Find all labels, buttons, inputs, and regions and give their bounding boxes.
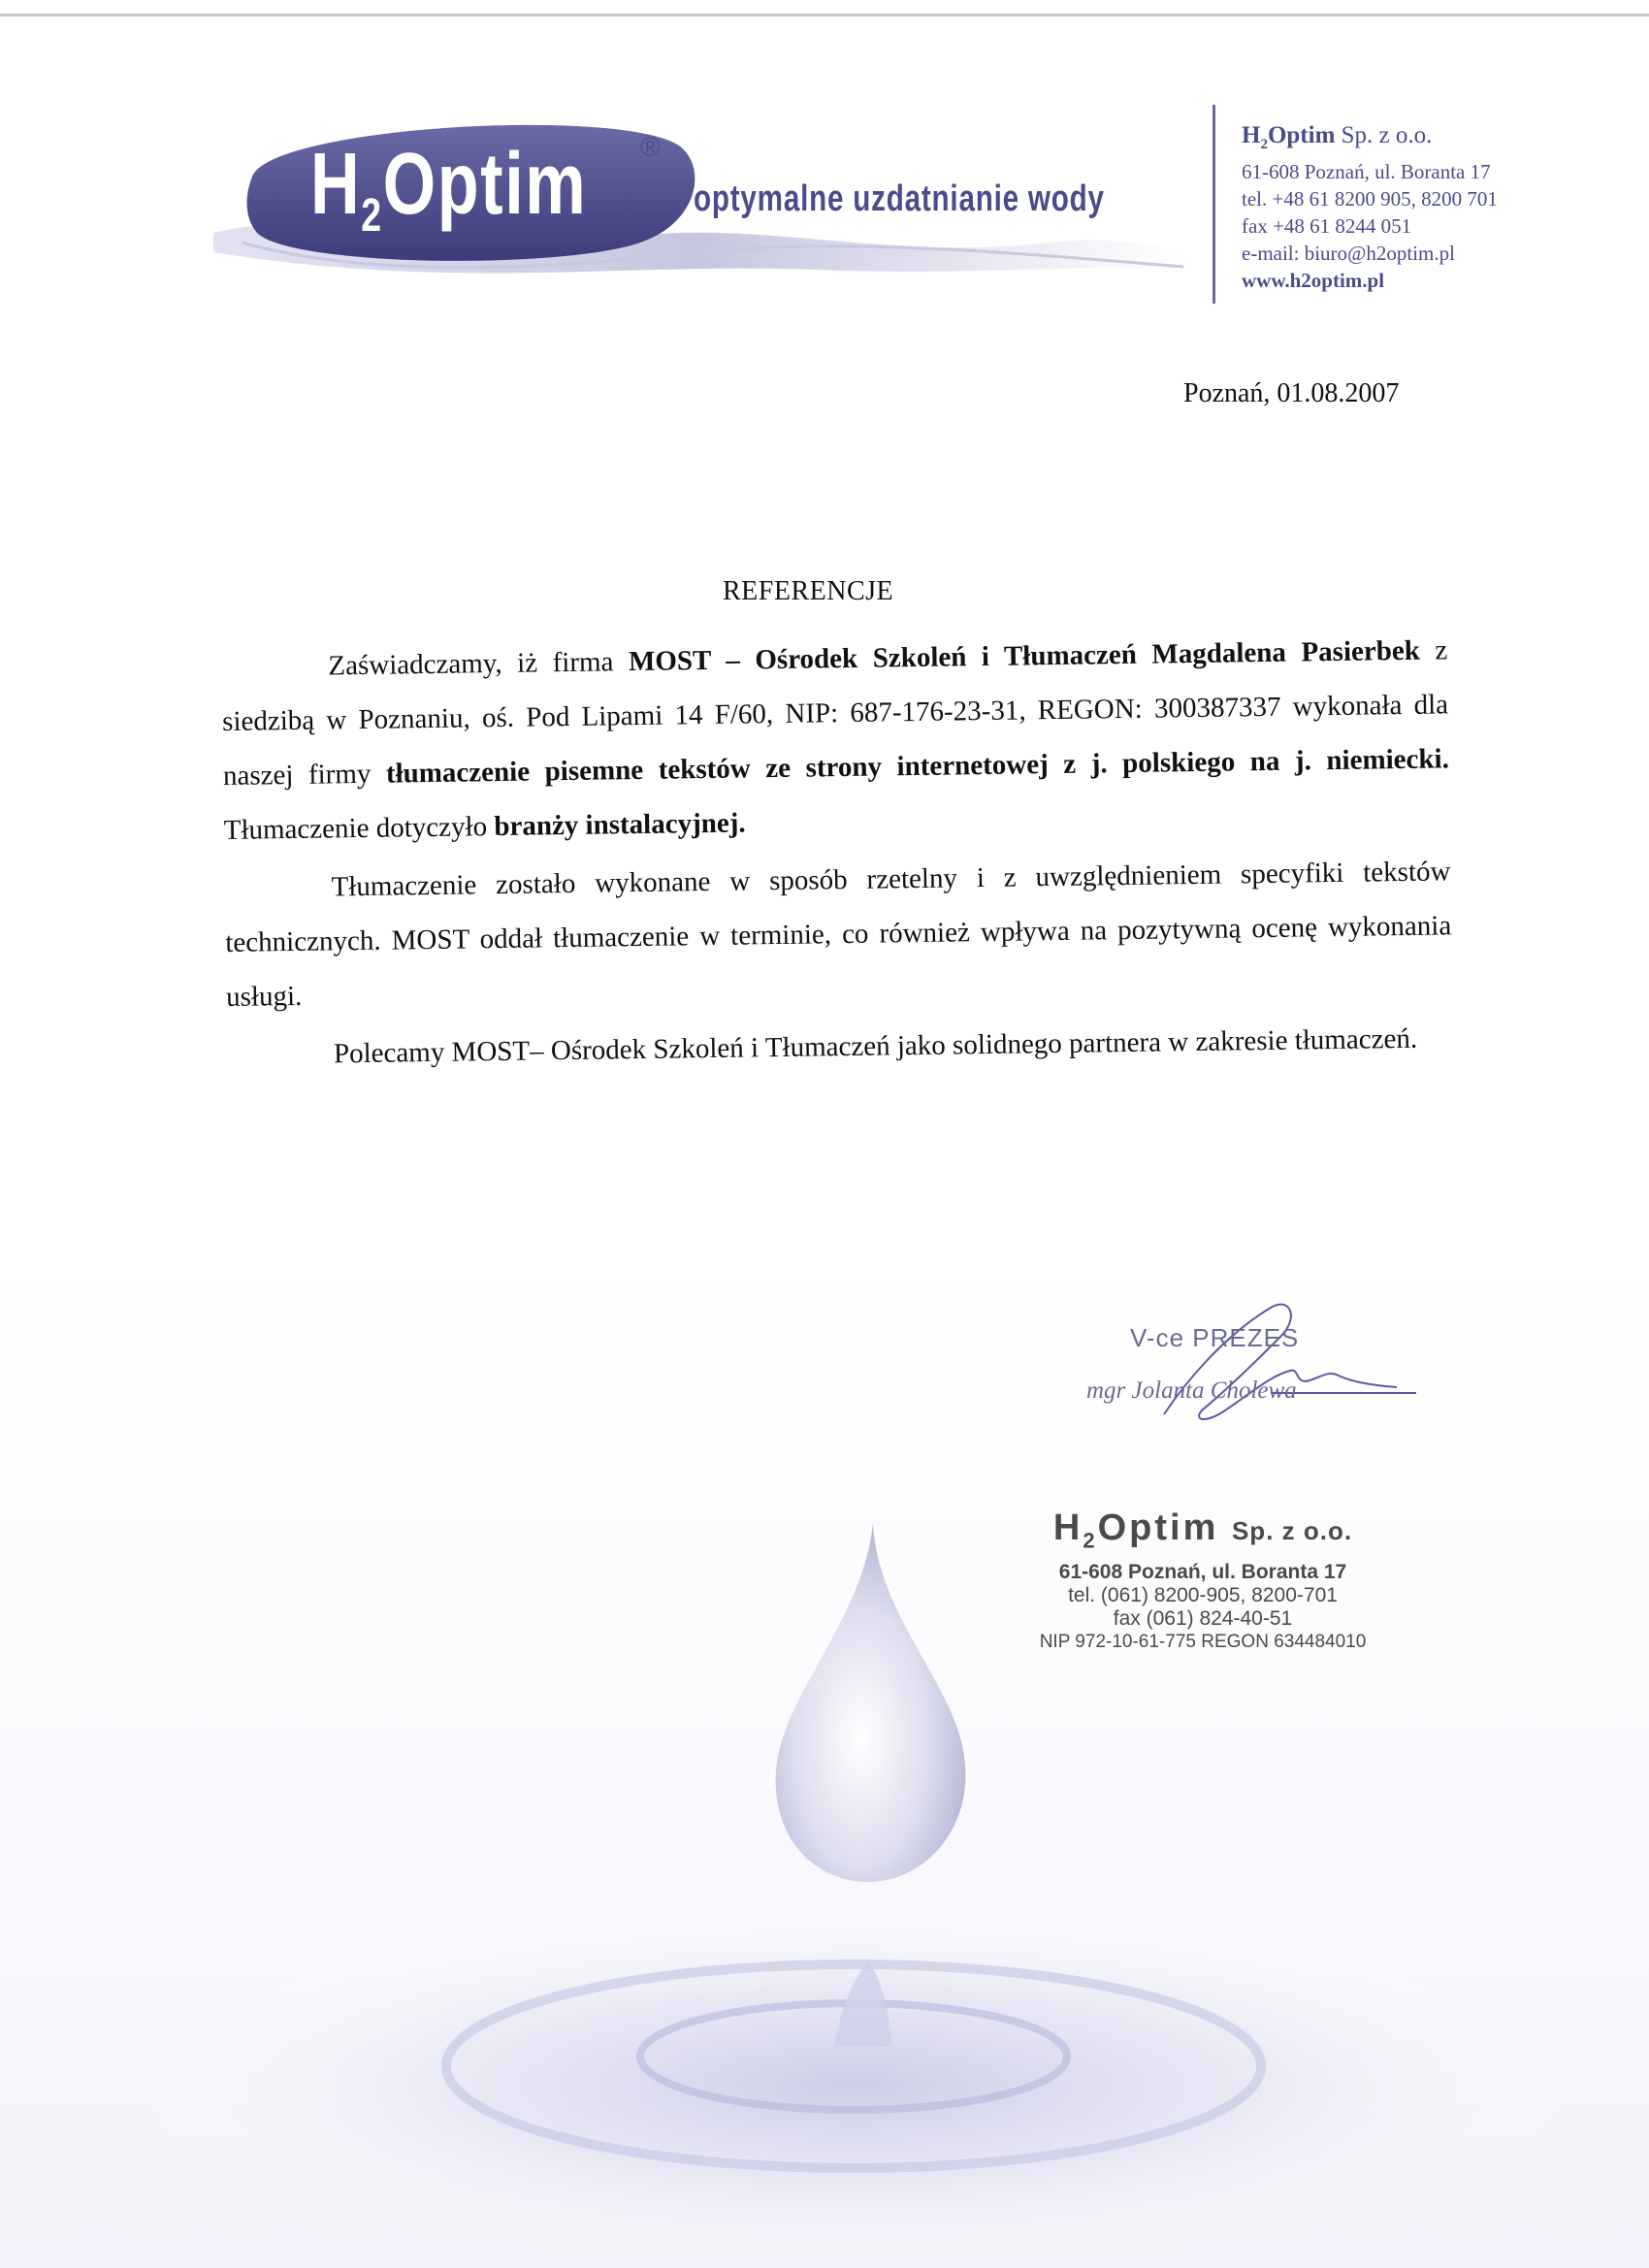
letterhead-address: 61-608 Poznań, ul. Boranta 17 [1242,160,1491,183]
stamp-address: 61-608 Poznań, ul. Boranta 17 [1058,1560,1347,1583]
body-paragraph-2: Tłumaczenie zostało wykonane w sposób rzetelny i z uwzględnieniem specyfiki tekstów technicznych. MOST oddał tłumaczenie w terminie, co również wpływa na pozytywną ocenę wykonania usługi. [225,856,1452,1013]
stamp-tax-ids: NIP 972-10-61-775 REGON 634484010 [1039,1631,1367,1652]
letterhead-website: www.h2optim.pl [1242,269,1385,292]
letterhead-company-name: $H_2Optim$ Sp. z o.o. [1242,122,1433,152]
signature-stamp [1086,1279,1436,1424]
stamp-company-name: $H_2Optim$ Sp. z o.o. [1052,1507,1353,1553]
letterhead-contact-block [1242,122,1498,294]
header-divider [1212,105,1215,304]
logo-wordmark: $H_2Optim$ [310,136,588,242]
letter-date: Poznań, 01.08.2007 [1183,378,1400,408]
company-stamp [1018,1508,1387,1654]
body-paragraph-3: Polecamy MOST– Ośrodek Szkoleń i Tłumaczeń jako solidnego partnera w zakresie tłumaczeń. [333,1022,1418,1070]
signatory-role: V-ce PREZES [1130,1323,1300,1352]
scan-edge-line [0,14,1649,16]
stamp-fax: fax (061) 824-40-51 [1113,1606,1293,1630]
body-paragraph-1: Zaświadczamy, iż firma MOST – Ośrodek Szkoleń i Tłumaczeń Magdalena Pasierbek z siedzibą w Poznaniu, oś. Pod Lipami 14 F/60, NIP: 687-176-23-31, REGON: 300387337 wykonała dla naszej firmy tłumaczenie pisemne tekstów ze strony internetowej z j. polskiego na j. niemiecki. Tłumaczenie dotyczyło branży instalacyjnej. [221,634,1450,846]
stamp-phone: tel. (061) 8200-905, 8200-701 [1068,1583,1338,1606]
letter-title: REFERENCJE [723,576,894,606]
letterhead-phone: tel. +48 61 8200 905, 8200 701 [1242,187,1498,211]
logo-tagline: optymalne uzdatnianie wody [694,178,1105,219]
letterhead-fax: fax +48 61 8244 051 [1242,214,1412,238]
letterhead-email: e-mail: biuro@h2optim.pl [1242,242,1455,265]
h2optim-logo [213,107,1183,291]
signatory-name: mgr Jolanta Cholewa [1086,1377,1297,1404]
water-drop-illustration [0,1504,1649,2268]
registered-mark: ® [640,132,661,162]
letter-body [221,623,1453,1086]
